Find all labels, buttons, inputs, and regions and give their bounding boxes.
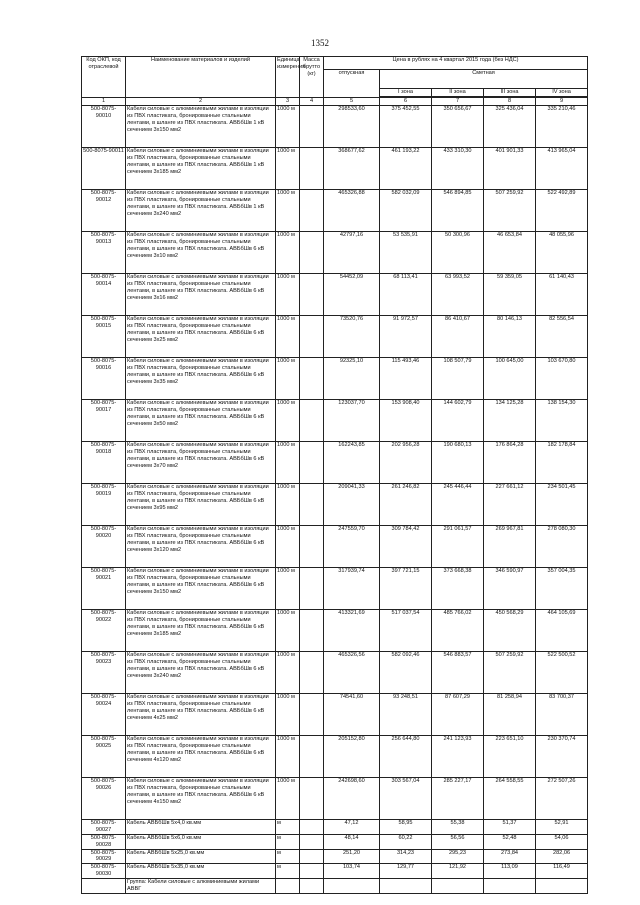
price-release: 92325,10: [324, 357, 380, 399]
table-header-row: [82, 57, 588, 70]
header-zone-3: III зона: [484, 89, 536, 97]
item-code: 500-8075-90021: [82, 567, 126, 609]
item-mass: [300, 567, 324, 609]
table-row: [82, 399, 588, 441]
price-zone-3: 100 645,00: [484, 357, 536, 399]
item-name: Кабели силовые с алюминиевыми жилами в изоляции из ПВХ пластиката, бронированные стальными лентами, в шланге из ПВХ пластиката. АВБбШв 6 кВ сечением 4х25 мм2: [126, 693, 276, 735]
item-mass: [300, 189, 324, 231]
price-zone-1: 153 908,40: [380, 399, 432, 441]
item-code: 500-8075-90014: [82, 273, 126, 315]
price-zone-4: 282,06: [536, 849, 588, 864]
item-mass: [300, 483, 324, 525]
item-name: Кабели силовые с алюминиевыми жилами в изоляции из ПВХ пластиката, бронированные стальными лентами, в шланге из ПВХ пластиката. АВБбШв 6 кВ сечением 3х35 мм2: [126, 357, 276, 399]
price-zone-1: 314,23: [380, 849, 432, 864]
price-zone-3: 51,37: [484, 819, 536, 834]
column-number-row: [82, 98, 588, 106]
item-mass: [300, 651, 324, 693]
item-unit: 1000 м: [276, 399, 300, 441]
price-zone-4: 234 501,45: [536, 483, 588, 525]
item-name: Кабели силовые с алюминиевыми жилами в изоляции из ПВХ пластиката, бронированные стальными лентами, в шланге из ПВХ пластиката. АВБбШв 1 кВ сечением 3х150 мм2: [126, 105, 276, 147]
price-zone-2: 373 668,38: [432, 567, 484, 609]
price-table: [81, 56, 588, 894]
item-unit: 1000 м: [276, 189, 300, 231]
table-row: [82, 105, 588, 147]
price-zone-4: 61 140,43: [536, 273, 588, 315]
header-code: Код ОКП, код отраслевой: [82, 57, 126, 98]
header-release: отпускная: [324, 70, 380, 98]
item-code: 500-8075-90028: [82, 834, 126, 849]
table-row: [82, 525, 588, 567]
item-unit: м: [276, 819, 300, 834]
price-zone-4: 522 500,52: [536, 651, 588, 693]
item-mass: [300, 231, 324, 273]
item-mass: [300, 849, 324, 864]
col-number: 9: [536, 98, 588, 106]
item-unit: 1000 м: [276, 231, 300, 273]
item-name: Кабели силовые с алюминиевыми жилами в изоляции из ПВХ пластиката, бронированные стальными лентами, в шланге из ПВХ пластиката. АВБбШв 6 кВ сечением 3х70 мм2: [126, 441, 276, 483]
item-name: Кабели силовые с алюминиевыми жилами в изоляции из ПВХ пластиката, бронированные стальными лентами, в шланге из ПВХ пластиката. АВБбШв 6 кВ сечением 3х95 мм2: [126, 483, 276, 525]
price-zone-1: 461 193,22: [380, 147, 432, 189]
price-zone-2: 63 993,52: [432, 273, 484, 315]
item-unit: 1000 м: [276, 525, 300, 567]
group-row: [82, 879, 588, 894]
item-unit: 1000 м: [276, 651, 300, 693]
table-row: [82, 693, 588, 735]
price-zone-3: 113,09: [484, 864, 536, 879]
table-row: [82, 834, 588, 849]
price-zone-4: 83 700,37: [536, 693, 588, 735]
table-row: [82, 273, 588, 315]
price-zone-1: 517 037,54: [380, 609, 432, 651]
col-number: 7: [432, 98, 484, 106]
item-name: Кабель АВБбШв 5х6,0 кв.мм: [126, 834, 276, 849]
price-release: 48,14: [324, 834, 380, 849]
item-unit: 1000 м: [276, 273, 300, 315]
item-unit: 1000 м: [276, 105, 300, 147]
col-number: 1: [82, 98, 126, 106]
header-estimate: Сметная: [380, 70, 588, 89]
table-row: [82, 819, 588, 834]
item-name: Кабели силовые с алюминиевыми жилами в изоляции из ПВХ пластиката, бронированные стальными лентами, в шланге из ПВХ пластиката. АВБбШв 6 кВ сечением 3х16 мм2: [126, 273, 276, 315]
price-zone-4: 182 178,84: [536, 441, 588, 483]
table-row: [82, 315, 588, 357]
price-zone-2: 433 310,30: [432, 147, 484, 189]
price-zone-2: 56,56: [432, 834, 484, 849]
item-code: 500-8075-90018: [82, 441, 126, 483]
price-release: 209041,33: [324, 483, 380, 525]
price-release: 298533,60: [324, 105, 380, 147]
col-number: 4: [300, 98, 324, 106]
price-release: 317939,74: [324, 567, 380, 609]
price-zone-4: 116,49: [536, 864, 588, 879]
item-mass: [300, 315, 324, 357]
col-number: 3: [276, 98, 300, 106]
price-zone-4: 230 370,74: [536, 735, 588, 777]
price-zone-1: 115 493,46: [380, 357, 432, 399]
price-zone-3: 507 259,92: [484, 189, 536, 231]
group-label: Группа: Кабели силовые с алюминиевыми жилами АВВГ: [126, 879, 276, 894]
item-code: 500-8075-90026: [82, 777, 126, 819]
price-release: 73520,76: [324, 315, 380, 357]
item-name: Кабели силовые с алюминиевыми жилами в изоляции из ПВХ пластиката, бронированные стальными лентами, в шланге из ПВХ пластиката. АВБбШв 6 кВ сечением 3х185 мм2: [126, 609, 276, 651]
price-zone-3: 450 568,29: [484, 609, 536, 651]
price-zone-4: 278 080,30: [536, 525, 588, 567]
group-code-cell: [82, 879, 126, 894]
price-zone-1: 582 032,09: [380, 189, 432, 231]
col-number: 6: [380, 98, 432, 106]
item-unit: м: [276, 834, 300, 849]
price-release: 465326,56: [324, 651, 380, 693]
price-zone-2: 245 446,44: [432, 483, 484, 525]
price-zone-1: 93 248,51: [380, 693, 432, 735]
item-unit: 1000 м: [276, 483, 300, 525]
price-zone-4: 48 055,96: [536, 231, 588, 273]
price-zone-2: 121,92: [432, 864, 484, 879]
header-zone-2: II зона: [432, 89, 484, 97]
table-row: [82, 189, 588, 231]
price-zone-3: 52,48: [484, 834, 536, 849]
item-name: Кабели силовые с алюминиевыми жилами в изоляции из ПВХ пластиката, бронированные стальными лентами, в шланге из ПВХ пластиката. АВБбШв 6 кВ сечением 3х50 мм2: [126, 399, 276, 441]
price-zone-3: 134 125,28: [484, 399, 536, 441]
item-name: Кабели силовые с алюминиевыми жилами в изоляции из ПВХ пластиката, бронированные стальными лентами, в шланге из ПВХ пластиката. АВБбШв 6 кВ сечением 3х25 мм2: [126, 315, 276, 357]
price-zone-3: 346 590,97: [484, 567, 536, 609]
price-release: 54452,09: [324, 273, 380, 315]
price-zone-1: 582 092,46: [380, 651, 432, 693]
price-release: 123037,70: [324, 399, 380, 441]
item-code: 500-8075-90029: [82, 849, 126, 864]
price-zone-4: 103 670,80: [536, 357, 588, 399]
price-zone-3: 59 359,05: [484, 273, 536, 315]
table-row: [82, 864, 588, 879]
price-zone-2: 546 894,85: [432, 189, 484, 231]
item-unit: 1000 м: [276, 315, 300, 357]
item-unit: 1000 м: [276, 777, 300, 819]
price-zone-2: 55,38: [432, 819, 484, 834]
price-release: 251,20: [324, 849, 380, 864]
price-zone-2: 87 607,29: [432, 693, 484, 735]
item-unit: 1000 м: [276, 357, 300, 399]
price-zone-3: 325 436,04: [484, 105, 536, 147]
price-zone-3: 269 967,81: [484, 525, 536, 567]
item-mass: [300, 609, 324, 651]
price-zone-1: 202 956,28: [380, 441, 432, 483]
col-number: 8: [484, 98, 536, 106]
price-zone-2: 86 410,67: [432, 315, 484, 357]
table-row: [82, 441, 588, 483]
item-unit: 1000 м: [276, 441, 300, 483]
table-row: [82, 231, 588, 273]
item-mass: [300, 357, 324, 399]
price-zone-3: 80 146,13: [484, 315, 536, 357]
price-zone-1: 256 644,80: [380, 735, 432, 777]
item-code: 500-8075-90017: [82, 399, 126, 441]
item-mass: [300, 399, 324, 441]
item-code: 500-8075-90023: [82, 651, 126, 693]
item-code: 500-8075-90012: [82, 189, 126, 231]
price-zone-3: 81 258,94: [484, 693, 536, 735]
price-release: 103,74: [324, 864, 380, 879]
price-zone-1: 303 567,04: [380, 777, 432, 819]
price-zone-2: 108 507,79: [432, 357, 484, 399]
price-zone-1: 91 972,57: [380, 315, 432, 357]
table-row: [82, 147, 588, 189]
price-zone-1: 60,22: [380, 834, 432, 849]
table-row: [82, 651, 588, 693]
price-zone-3: 176 864,28: [484, 441, 536, 483]
price-release: 465326,88: [324, 189, 380, 231]
item-code: 500-8075-90016: [82, 357, 126, 399]
header-zone-4: IV зона: [536, 89, 588, 97]
item-mass: [300, 525, 324, 567]
price-zone-2: 485 766,02: [432, 609, 484, 651]
item-mass: [300, 105, 324, 147]
item-code: 500-8075-90013: [82, 231, 126, 273]
item-mass: [300, 834, 324, 849]
item-unit: м: [276, 864, 300, 879]
price-zone-2: 50 300,96: [432, 231, 484, 273]
item-code: 500-8075-90027: [82, 819, 126, 834]
col-number: 5: [324, 98, 380, 106]
price-zone-3: 227 661,12: [484, 483, 536, 525]
item-code: 500-8075-90024: [82, 693, 126, 735]
item-mass: [300, 441, 324, 483]
header-name: Наименование материалов и изделий: [126, 57, 276, 98]
price-release: 413321,69: [324, 609, 380, 651]
page-number: 1352: [311, 38, 329, 48]
price-zone-4: 138 154,30: [536, 399, 588, 441]
item-code: 500-8075-90020: [82, 525, 126, 567]
item-mass: [300, 819, 324, 834]
item-mass: [300, 273, 324, 315]
item-name: Кабели силовые с алюминиевыми жилами в изоляции из ПВХ пластиката, бронированные стальными лентами, в шланге из ПВХ пластиката. АВБбШв 1 кВ сечением 3х185 мм2: [126, 147, 276, 189]
item-name: Кабели силовые с алюминиевыми жилами в изоляции из ПВХ пластиката, бронированные стальными лентами, в шланге из ПВХ пластиката. АВБбШв 6 кВ сечением 3х10 мм2: [126, 231, 276, 273]
price-zone-1: 309 784,42: [380, 525, 432, 567]
item-mass: [300, 777, 324, 819]
item-unit: м: [276, 849, 300, 864]
table-body: [82, 105, 588, 878]
item-unit: 1000 м: [276, 609, 300, 651]
item-mass: [300, 864, 324, 879]
table-row: [82, 483, 588, 525]
price-zone-1: 129,77: [380, 864, 432, 879]
item-name: Кабели силовые с алюминиевыми жилами в изоляции из ПВХ пластиката, бронированные стальными лентами, в шланге из ПВХ пластиката. АВБбШв 6 кВ сечением 3х120 мм2: [126, 525, 276, 567]
item-code: 500-8075-90011: [82, 147, 126, 189]
price-zone-2: 190 680,13: [432, 441, 484, 483]
price-zone-4: 54,06: [536, 834, 588, 849]
item-name: Кабели силовые с алюминиевыми жилами в изоляции из ПВХ пластиката, бронированные стальными лентами, в шланге из ПВХ пластиката. АВБбШв 6 кВ сечением 4х120 мм2: [126, 735, 276, 777]
item-code: 500-8075-90019: [82, 483, 126, 525]
price-zone-1: 53 535,91: [380, 231, 432, 273]
price-release: 242698,60: [324, 777, 380, 819]
item-name: Кабели силовые с алюминиевыми жилами в изоляции из ПВХ пластиката, бронированные стальными лентами, в шланге из ПВХ пластиката. АВБбШв 6 кВ сечением 3х240 мм2: [126, 651, 276, 693]
item-name: Кабели силовые с алюминиевыми жилами в изоляции из ПВХ пластиката, бронированные стальными лентами, в шланге из ПВХ пластиката. АВБбШв 1 кВ сечением 3х240 мм2: [126, 189, 276, 231]
item-name: Кабель АВБбШв 5х4,0 кв.мм: [126, 819, 276, 834]
price-release: 205152,80: [324, 735, 380, 777]
table-row: [82, 777, 588, 819]
price-zone-2: 241 123,93: [432, 735, 484, 777]
item-name: Кабели силовые с алюминиевыми жилами в изоляции из ПВХ пластиката, бронированные стальными лентами, в шланге из ПВХ пластиката. АВБбШв 6 кВ сечением 3х150 мм2: [126, 567, 276, 609]
price-zone-1: 58,95: [380, 819, 432, 834]
table-row: [82, 609, 588, 651]
price-zone-1: 68 113,41: [380, 273, 432, 315]
item-code: 500-8075-90010: [82, 105, 126, 147]
header-mass: Масса брутто (кг): [300, 57, 324, 98]
price-zone-4: 52,91: [536, 819, 588, 834]
price-zone-3: 46 653,84: [484, 231, 536, 273]
item-unit: 1000 м: [276, 735, 300, 777]
price-zone-3: 223 651,10: [484, 735, 536, 777]
price-zone-2: 546 883,57: [432, 651, 484, 693]
price-zone-4: 82 556,54: [536, 315, 588, 357]
table-row: [82, 735, 588, 777]
price-release: 47,12: [324, 819, 380, 834]
price-zone-4: 272 507,26: [536, 777, 588, 819]
item-unit: 1000 м: [276, 147, 300, 189]
price-zone-1: 261 246,82: [380, 483, 432, 525]
col-number: 2: [126, 98, 276, 106]
header-zone-1: I зона: [380, 89, 432, 97]
item-name: Кабели силовые с алюминиевыми жилами в изоляции из ПВХ пластиката, бронированные стальными лентами, в шланге из ПВХ пластиката. АВБбШв 6 кВ сечением 4х150 мм2: [126, 777, 276, 819]
price-release: 42797,16: [324, 231, 380, 273]
price-zone-4: 335 210,46: [536, 105, 588, 147]
price-zone-3: 264 558,55: [484, 777, 536, 819]
item-code: 500-8075-90030: [82, 864, 126, 879]
price-zone-2: 295,23: [432, 849, 484, 864]
price-zone-3: 273,84: [484, 849, 536, 864]
price-zone-4: 413 965,04: [536, 147, 588, 189]
item-mass: [300, 735, 324, 777]
item-unit: 1000 м: [276, 567, 300, 609]
table-row: [82, 357, 588, 399]
header-unit: Единица измерения: [276, 57, 300, 98]
price-zone-4: 464 105,69: [536, 609, 588, 651]
price-zone-3: 507 259,92: [484, 651, 536, 693]
price-zone-2: 350 656,67: [432, 105, 484, 147]
price-zone-1: 397 721,15: [380, 567, 432, 609]
table-row: [82, 849, 588, 864]
price-release: 368677,62: [324, 147, 380, 189]
header-price-caption: Цена в рублях на 4 квартал 2015 года (без НДС): [324, 57, 588, 70]
price-zone-3: 401 901,33: [484, 147, 536, 189]
price-zone-1: 375 452,55: [380, 105, 432, 147]
item-code: 500-8075-90022: [82, 609, 126, 651]
item-mass: [300, 147, 324, 189]
price-zone-2: 144 602,79: [432, 399, 484, 441]
price-zone-4: 357 004,35: [536, 567, 588, 609]
item-code: 500-8075-90015: [82, 315, 126, 357]
price-release: 162243,85: [324, 441, 380, 483]
price-release: 247559,70: [324, 525, 380, 567]
item-mass: [300, 693, 324, 735]
price-zone-4: 522 492,89: [536, 189, 588, 231]
price-zone-2: 291 061,57: [432, 525, 484, 567]
price-release: 74541,60: [324, 693, 380, 735]
item-unit: 1000 м: [276, 693, 300, 735]
item-code: 500-8075-90025: [82, 735, 126, 777]
item-name: Кабель АВБбШв 5х35,0 кв.мм: [126, 864, 276, 879]
table-row: [82, 567, 588, 609]
item-name: Кабель АВБбШв 5х25,0 кв.мм: [126, 849, 276, 864]
price-zone-2: 285 227,17: [432, 777, 484, 819]
